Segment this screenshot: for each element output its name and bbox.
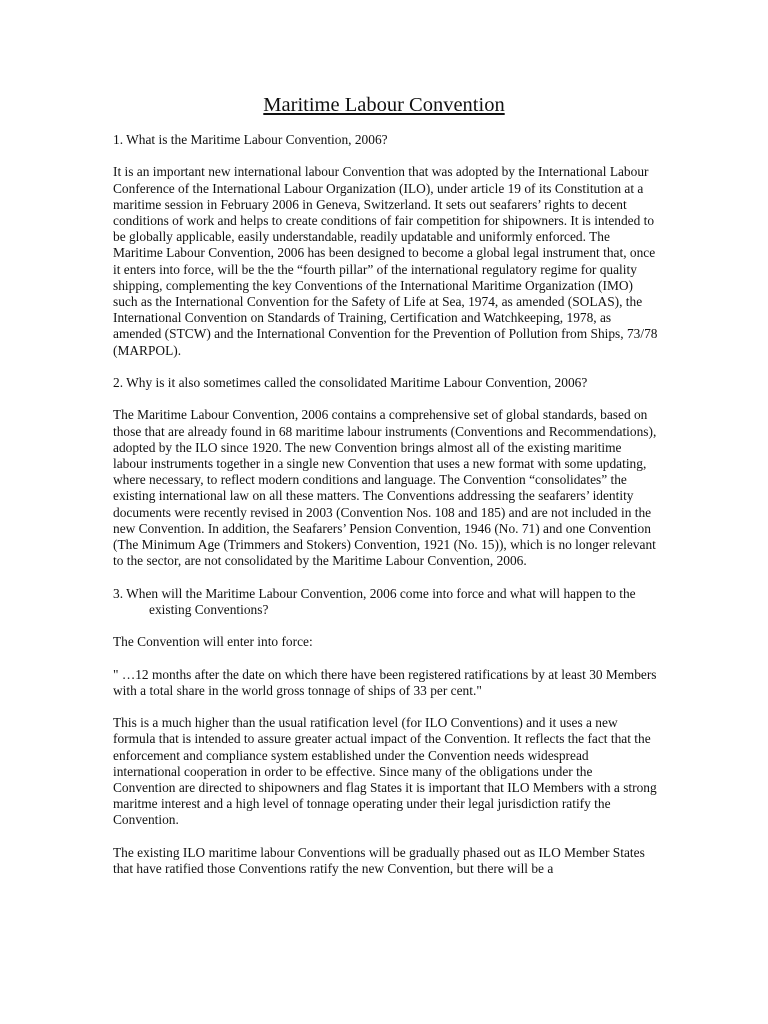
answer-3-phase-out: The existing ILO maritime labour Conventions will be gradually phased out as ILO Member States that have ratified those Conventions ratify the new Convention, but there will be a	[113, 844, 645, 877]
document-body	[113, 132, 658, 893]
question-1: 1. What is the Maritime Labour Convention, 2006?	[113, 132, 388, 147]
answer-3-quote: " …12 months after the date on which there have been registered ratifications by at least 30 Members with a total share in the world gross tonnage of ships of 33 per cent."	[113, 666, 657, 698]
answer-3-explanation: This is a much higher than the usual ratification level (for ILO Conventions) and it uses a new formula that is intended to assure greater actual impact of the Convention. It reflects the fact that the enforcement and compliance system established under the Convention needs widespread international cooperation in order to be effective. Since many of the obligations under the Convention are directed to shipowners and flag States it is important that ILO Members with a strong maritme interest and a high level of tonnage operating under their legal jurisdiction ratify the Convention.	[113, 715, 657, 828]
question-2: 2. Why is it also sometimes called the consolidated Maritime Labour Convention, 2006?	[113, 375, 588, 391]
answer-2: The Maritime Labour Convention, 2006 contains a comprehensive set of global standards, based on those that are already found in 68 maritime labour instruments (Conventions and Recommendations), adopted by the ILO since 1920. The new Convention brings almost all of the existing maritime labour instruments together in a single new Convention that uses a new format with some updating, where necessary, to reflect modern conditions and language. The Convention “consolidates” the existing international law on all these matters. The Conventions addressing the seafarers’ identity documents were recently revised in 2003 (Convention Nos. 108 and 185) and are not included in the new Convention. In addition, the Seafarers’ Pension Convention, 1946 (No. 71) and one Convention (The Minimum Age (Trimmers and Stokers) Convention, 1921 (No. 15)), which is no longer relevant to the sector, are not consolidated by the Maritime Labour Convention, 2006.	[113, 407, 657, 569]
question-3: 3. When will the Maritime Labour Convention, 2006 come into force and what will happen to the existing Conventions?	[113, 585, 636, 617]
answer-1: It is an important new international labour Convention that was adopted by the International Labour Conference of the International Labour Organization (ILO), under article 19 of its Constitution at a maritime session in February 2006 in Geneva, Switzerland. It sets out seafarers’ rights to decent conditions of work and helps to create conditions of fair competition for shipowners. It is intended to be globally applicable, easily understandable, readily updatable and uniformly enforced. The Maritime Labour Convention, 2006 has been designed to become a global legal instrument that, once it enters into force, will be the the “fourth pillar” of the international regulatory regime for quality shipping, complementing the key Conventions of the International Maritime Organization (IMO) such as the International Convention for the Safety of Life at Sea, 1974, as amended (SOLAS), the International Convention on Standards of Training, Certification and Watchkeeping, 1978, as amended (STCW) and the International Convention for the Prevention of Pollution from Ships, 73/78 (MARPOL).	[113, 164, 658, 358]
document-title	[0, 92, 768, 118]
document-title-text: Maritime Labour Convention	[263, 94, 505, 116]
answer-3-intro: The Convention will enter into force:	[113, 634, 313, 650]
